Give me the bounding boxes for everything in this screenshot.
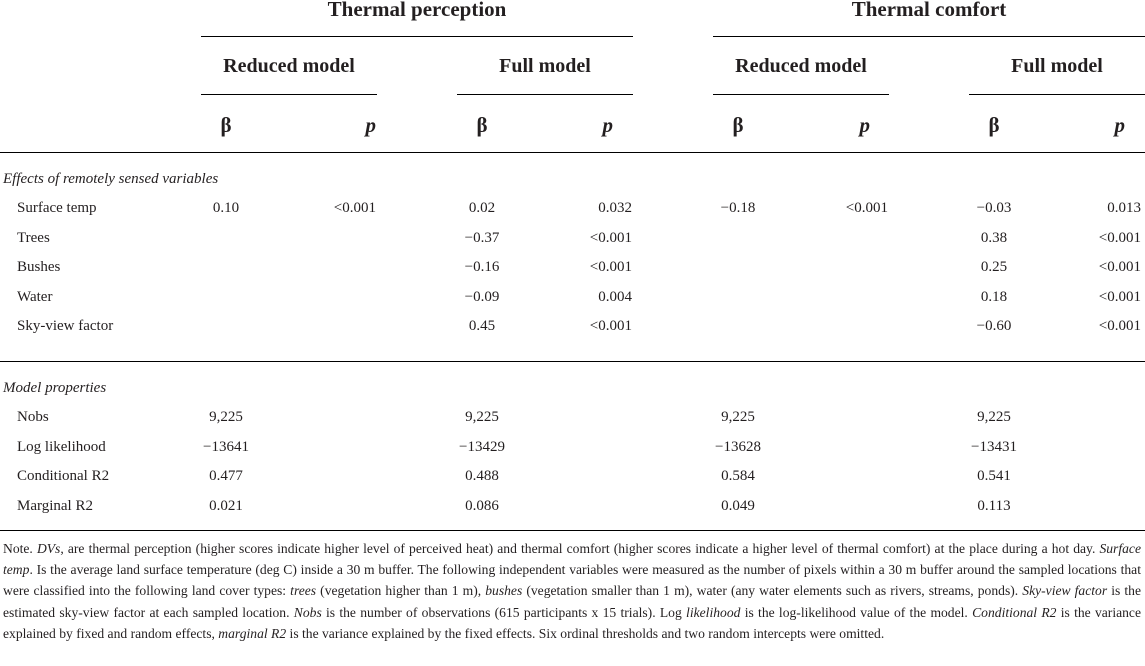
beta-cell: −0.18 [720,200,756,216]
beta-cell: 0.45 [468,318,496,334]
beta-cell: 0.10 [212,200,240,216]
p-header: p [602,113,613,137]
p-cell: <0.001 [589,229,632,246]
model-value-cell: −13641 [203,438,249,455]
section-divider-rule [0,361,1145,362]
note-italic: marginal R2 [218,625,287,641]
note-italic: likelihood [686,604,741,620]
submodel-rule [201,94,377,95]
beta-cell: −0.37 [464,229,500,246]
model-value-cell: −13429 [459,438,505,455]
p-cell: <0.001 [1098,318,1141,334]
p-cell: <0.001 [589,318,632,334]
note-italic: Surface temp [3,541,1141,578]
table-bottom-rule [0,530,1145,531]
submodel-header: Full model [499,55,591,77]
row-label: Water [17,288,53,305]
note-italic: trees [290,583,317,599]
model-value-cell: 0.086 [465,498,499,515]
group-rule-comfort [713,36,1145,37]
submodel-rule [713,94,889,95]
group-header-thermal-comfort: Thermal comfort [851,0,1007,21]
model-value-cell: −13431 [971,438,1017,455]
beta-cell: −0.03 [976,200,1012,216]
p-cell: <0.001 [589,259,632,275]
p-cell: <0.001 [333,200,376,216]
p-cell: 0.004 [598,288,632,305]
beta-header: β [732,113,744,137]
model-value-cell: 0.049 [721,498,755,515]
note-text: is the number of observations (615 participants x 15 trials). Log [321,604,687,620]
beta-cell: 0.02 [468,200,496,216]
submodel-header: Reduced model [735,55,867,77]
note-italic: Sky-view factor [1022,583,1108,599]
row-label: Trees [17,229,50,246]
note-text: Note. [3,541,37,556]
p-cell: <0.001 [1098,229,1141,246]
p-cell: <0.001 [845,200,888,216]
beta-cell: 0.25 [980,259,1008,275]
p-header: p [1114,113,1125,137]
section-title-remote: Effects of remotely sensed variables [3,171,219,187]
note-text: is the estimated sky-view factor at each sampled location. [3,583,1141,620]
row-label: Log likelihood [17,438,106,455]
row-label: Marginal R2 [17,498,93,515]
beta-cell: 0.38 [980,229,1008,246]
group-header-thermal-perception: Thermal perception [327,0,507,21]
note-text: is the log-likelihood value of the model. [740,604,973,620]
row-label: Conditional R2 [17,468,110,485]
model-value-cell: 9,225 [209,409,243,425]
model-value-cell: 0.477 [209,468,243,485]
row-label: Bushes [17,259,61,275]
p-header: p [859,113,870,137]
beta-cell: −0.16 [464,259,500,275]
p-cell: <0.001 [1098,259,1141,275]
section-title-model: Model properties [3,380,107,396]
model-value-cell: 0.113 [977,498,1011,515]
note-text: (vegetation smaller than 1 m), water (any water elements such as rivers, streams, ponds). [522,583,1023,599]
p-cell: <0.001 [1098,288,1141,305]
beta-header: β [988,113,1000,137]
model-value-cell: 0.488 [465,468,499,485]
note-italic: Nobs [293,604,322,620]
model-value-cell: 9,225 [465,409,499,425]
note-text: is the variance explained by fixed and random effects, [3,604,1141,641]
p-cell: 0.032 [598,200,632,216]
model-value-cell: 9,225 [721,409,755,425]
note-text: is the variance explained by the fixed effects. Six ordinal thresholds and two random intercepts were omitted. [286,625,885,641]
beta-header: β [476,113,488,137]
beta-cell: −0.09 [464,288,500,305]
group-rule-perception [201,36,633,37]
model-value-cell: 0.021 [209,498,243,515]
model-value-cell: 0.584 [721,468,755,485]
model-value-cell: 9,225 [977,409,1011,425]
beta-cell: −0.60 [976,318,1012,334]
note-italic: DVs [36,541,61,556]
note-text: . Is the average land surface temperature (deg C) inside a 30 m buffer. The following independent variables were measured as the number of pixels within a 30 m buffer around the sampled locations that were classified into the following land cover types: [3,562,1141,599]
submodel-header: Full model [1011,55,1103,77]
note-italic: Conditional R2 [972,604,1057,620]
p-cell: 0.013 [1107,200,1141,216]
submodel-header: Reduced model [223,55,355,77]
note-text: , are thermal perception (higher scores indicate higher level of perceived heat) and thermal comfort (higher scores indicate a higher level of thermal comfort) at the place during a hot day. [60,541,1100,556]
table-note [3,538,1141,644]
note-italic: bushes [485,583,523,599]
header-bottom-rule [0,152,1145,153]
note-text: (vegetation higher than 1 m), [316,583,486,599]
submodel-rule [457,94,633,95]
beta-cell: 0.18 [980,288,1008,305]
submodel-rule [969,94,1145,95]
row-label: Sky-view factor [17,318,114,334]
beta-header: β [220,113,232,137]
model-value-cell: −13628 [715,438,761,455]
p-header: p [365,113,376,137]
row-label: Nobs [17,409,49,425]
model-value-cell: 0.541 [977,468,1011,485]
row-label: Surface temp [17,200,97,216]
